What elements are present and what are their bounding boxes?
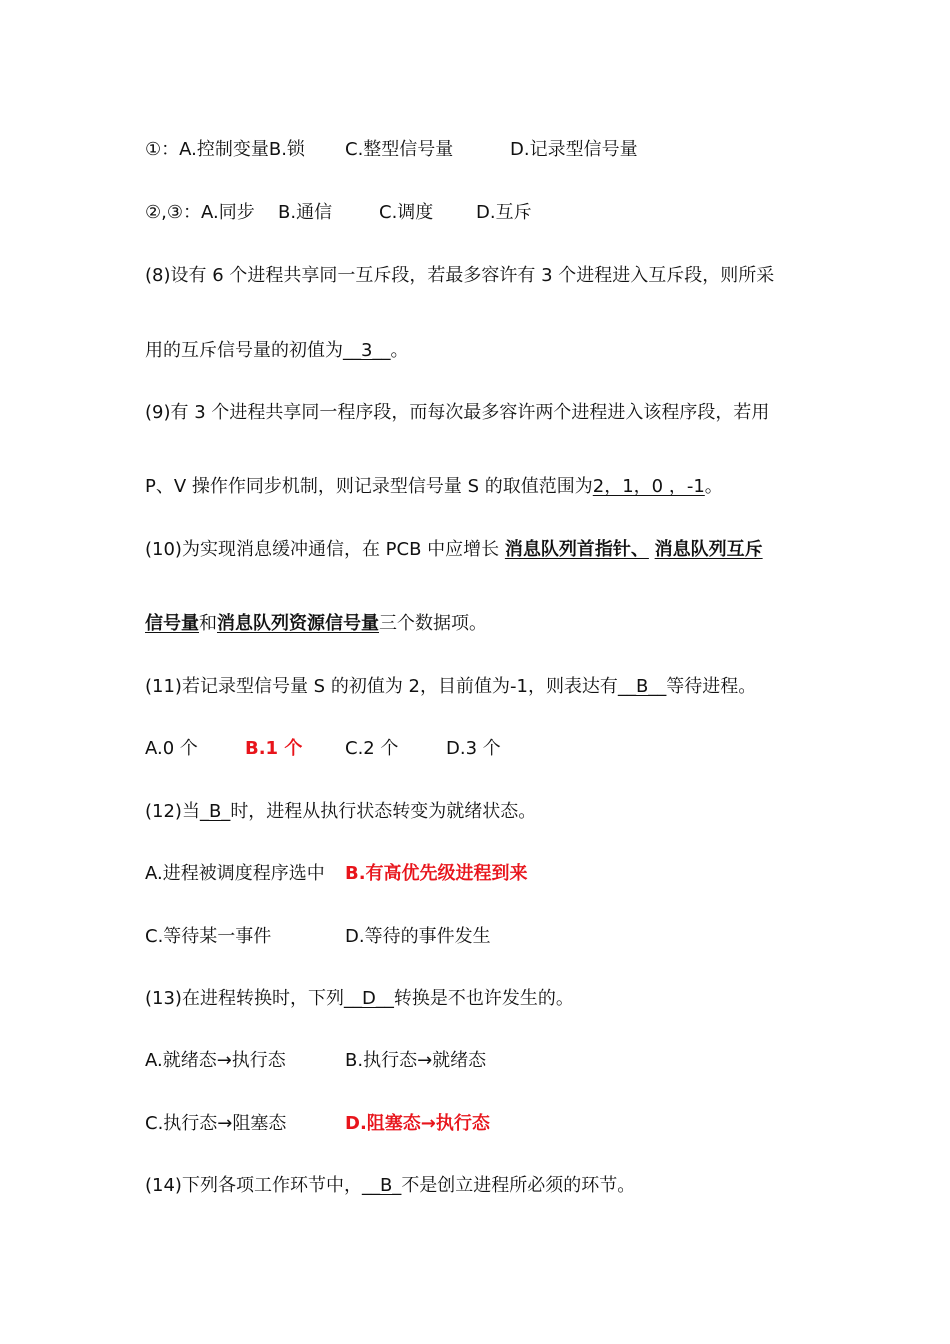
q12-end: 时，进程从执行状态转变为就绪状态。: [230, 801, 537, 822]
q14-answer: __B_: [361, 1175, 402, 1196]
q11-option-d: D.3 个: [446, 738, 501, 759]
q12-options-2: [145, 924, 491, 950]
q9-line2: [145, 474, 723, 500]
q13-option-a: A.就绪态→执行态: [145, 1050, 286, 1071]
q10-line2: [145, 611, 487, 637]
q8-answer: __3__: [343, 340, 391, 361]
q10-and: 和: [199, 613, 217, 634]
option-d: D.记录型信号量: [510, 139, 638, 160]
q12-option-a: A.进程被调度程序选中: [145, 863, 325, 884]
q12-options-1: [145, 861, 528, 887]
q8-line2: [145, 338, 408, 364]
q14-end: 不是创立进程所必须的环节。: [401, 1175, 636, 1196]
q8-text: 用的互斥信号量的初值为: [145, 340, 343, 361]
option-a-b: ①：A.控制变量B.锁: [145, 139, 305, 160]
q10-end: 三个数据项。: [379, 613, 487, 634]
q12-option-c: C.等待某一事件: [145, 926, 272, 947]
q8-line1: (8)设有 6 个进程共享同一互斥段，若最多容许有 3 个进程进入互斥段，则所采: [145, 265, 775, 286]
option-d: D.互斥: [476, 202, 532, 223]
option-c: C.整型信号量: [345, 139, 454, 160]
q13-options-1: [145, 1048, 487, 1074]
q9-line1: (9)有 3 个进程共享同一程序段，而每次最多容许两个进程进入该程序段，若用: [145, 402, 770, 423]
q12-question: [145, 799, 536, 825]
line-q7-options-2: [145, 200, 532, 226]
q10-answer-2b: 信号量: [145, 613, 199, 634]
q11-end: 等待进程。: [666, 676, 757, 697]
q10-answer-3: 消息队列资源信号量: [217, 613, 379, 634]
q13-option-c: C.执行态→阻塞态: [145, 1113, 287, 1134]
q13-question: [145, 986, 574, 1012]
q8-end: 。: [390, 340, 409, 361]
q14-text: (14)下列各项工作环节中，: [145, 1175, 362, 1196]
q13-option-b: B.执行态→就绪态: [345, 1050, 487, 1071]
q12-text: (12)当: [145, 801, 200, 822]
q14-question: [145, 1173, 635, 1199]
q13-option-d-correct: D.阻塞态→执行态: [345, 1113, 490, 1134]
q10-answer-2a: 消息队列互斥: [654, 539, 763, 560]
q9-answer: 2，1，0 ，-1: [592, 476, 705, 497]
option-b: B.通信: [278, 202, 333, 223]
q9-text: P、V 操作作同步机制，则记录型信号量 S 的取值范围为: [145, 476, 593, 497]
line-q7-options-1: [145, 137, 638, 163]
q13-text: (13)在进程转换时，下列: [145, 988, 344, 1009]
q9-end: 。: [704, 476, 723, 497]
q12-answer: _B_: [199, 801, 231, 822]
q10-text: (10)为实现消息缓冲通信，在 PCB 中应增长: [145, 539, 505, 560]
option-a: ②,③：A.同步: [145, 202, 255, 223]
q11-answer: __B__: [617, 676, 667, 697]
q10-line1: [145, 537, 763, 563]
q10-answer-1: 消息队列首指针、: [504, 539, 649, 560]
q13-answer: __D__: [343, 988, 394, 1009]
q11-option-b-correct: B.1 个: [245, 738, 303, 759]
q11-option-c: C.2 个: [345, 738, 399, 759]
q13-end: 转换是不也许发生的。: [393, 988, 574, 1009]
q11-text: (11)若记录型信号量 S 的初值为 2，目前值为-1，则表达有: [145, 676, 618, 697]
q11-options: [145, 736, 501, 762]
q12-option-b-correct: B.有高优先级进程到来: [345, 863, 528, 884]
q11-question: [145, 674, 756, 700]
option-c: C.调度: [379, 202, 434, 223]
q13-options-2: [145, 1111, 490, 1137]
q12-option-d: D.等待的事件发生: [345, 926, 491, 947]
q11-option-a: A.0 个: [145, 738, 198, 759]
